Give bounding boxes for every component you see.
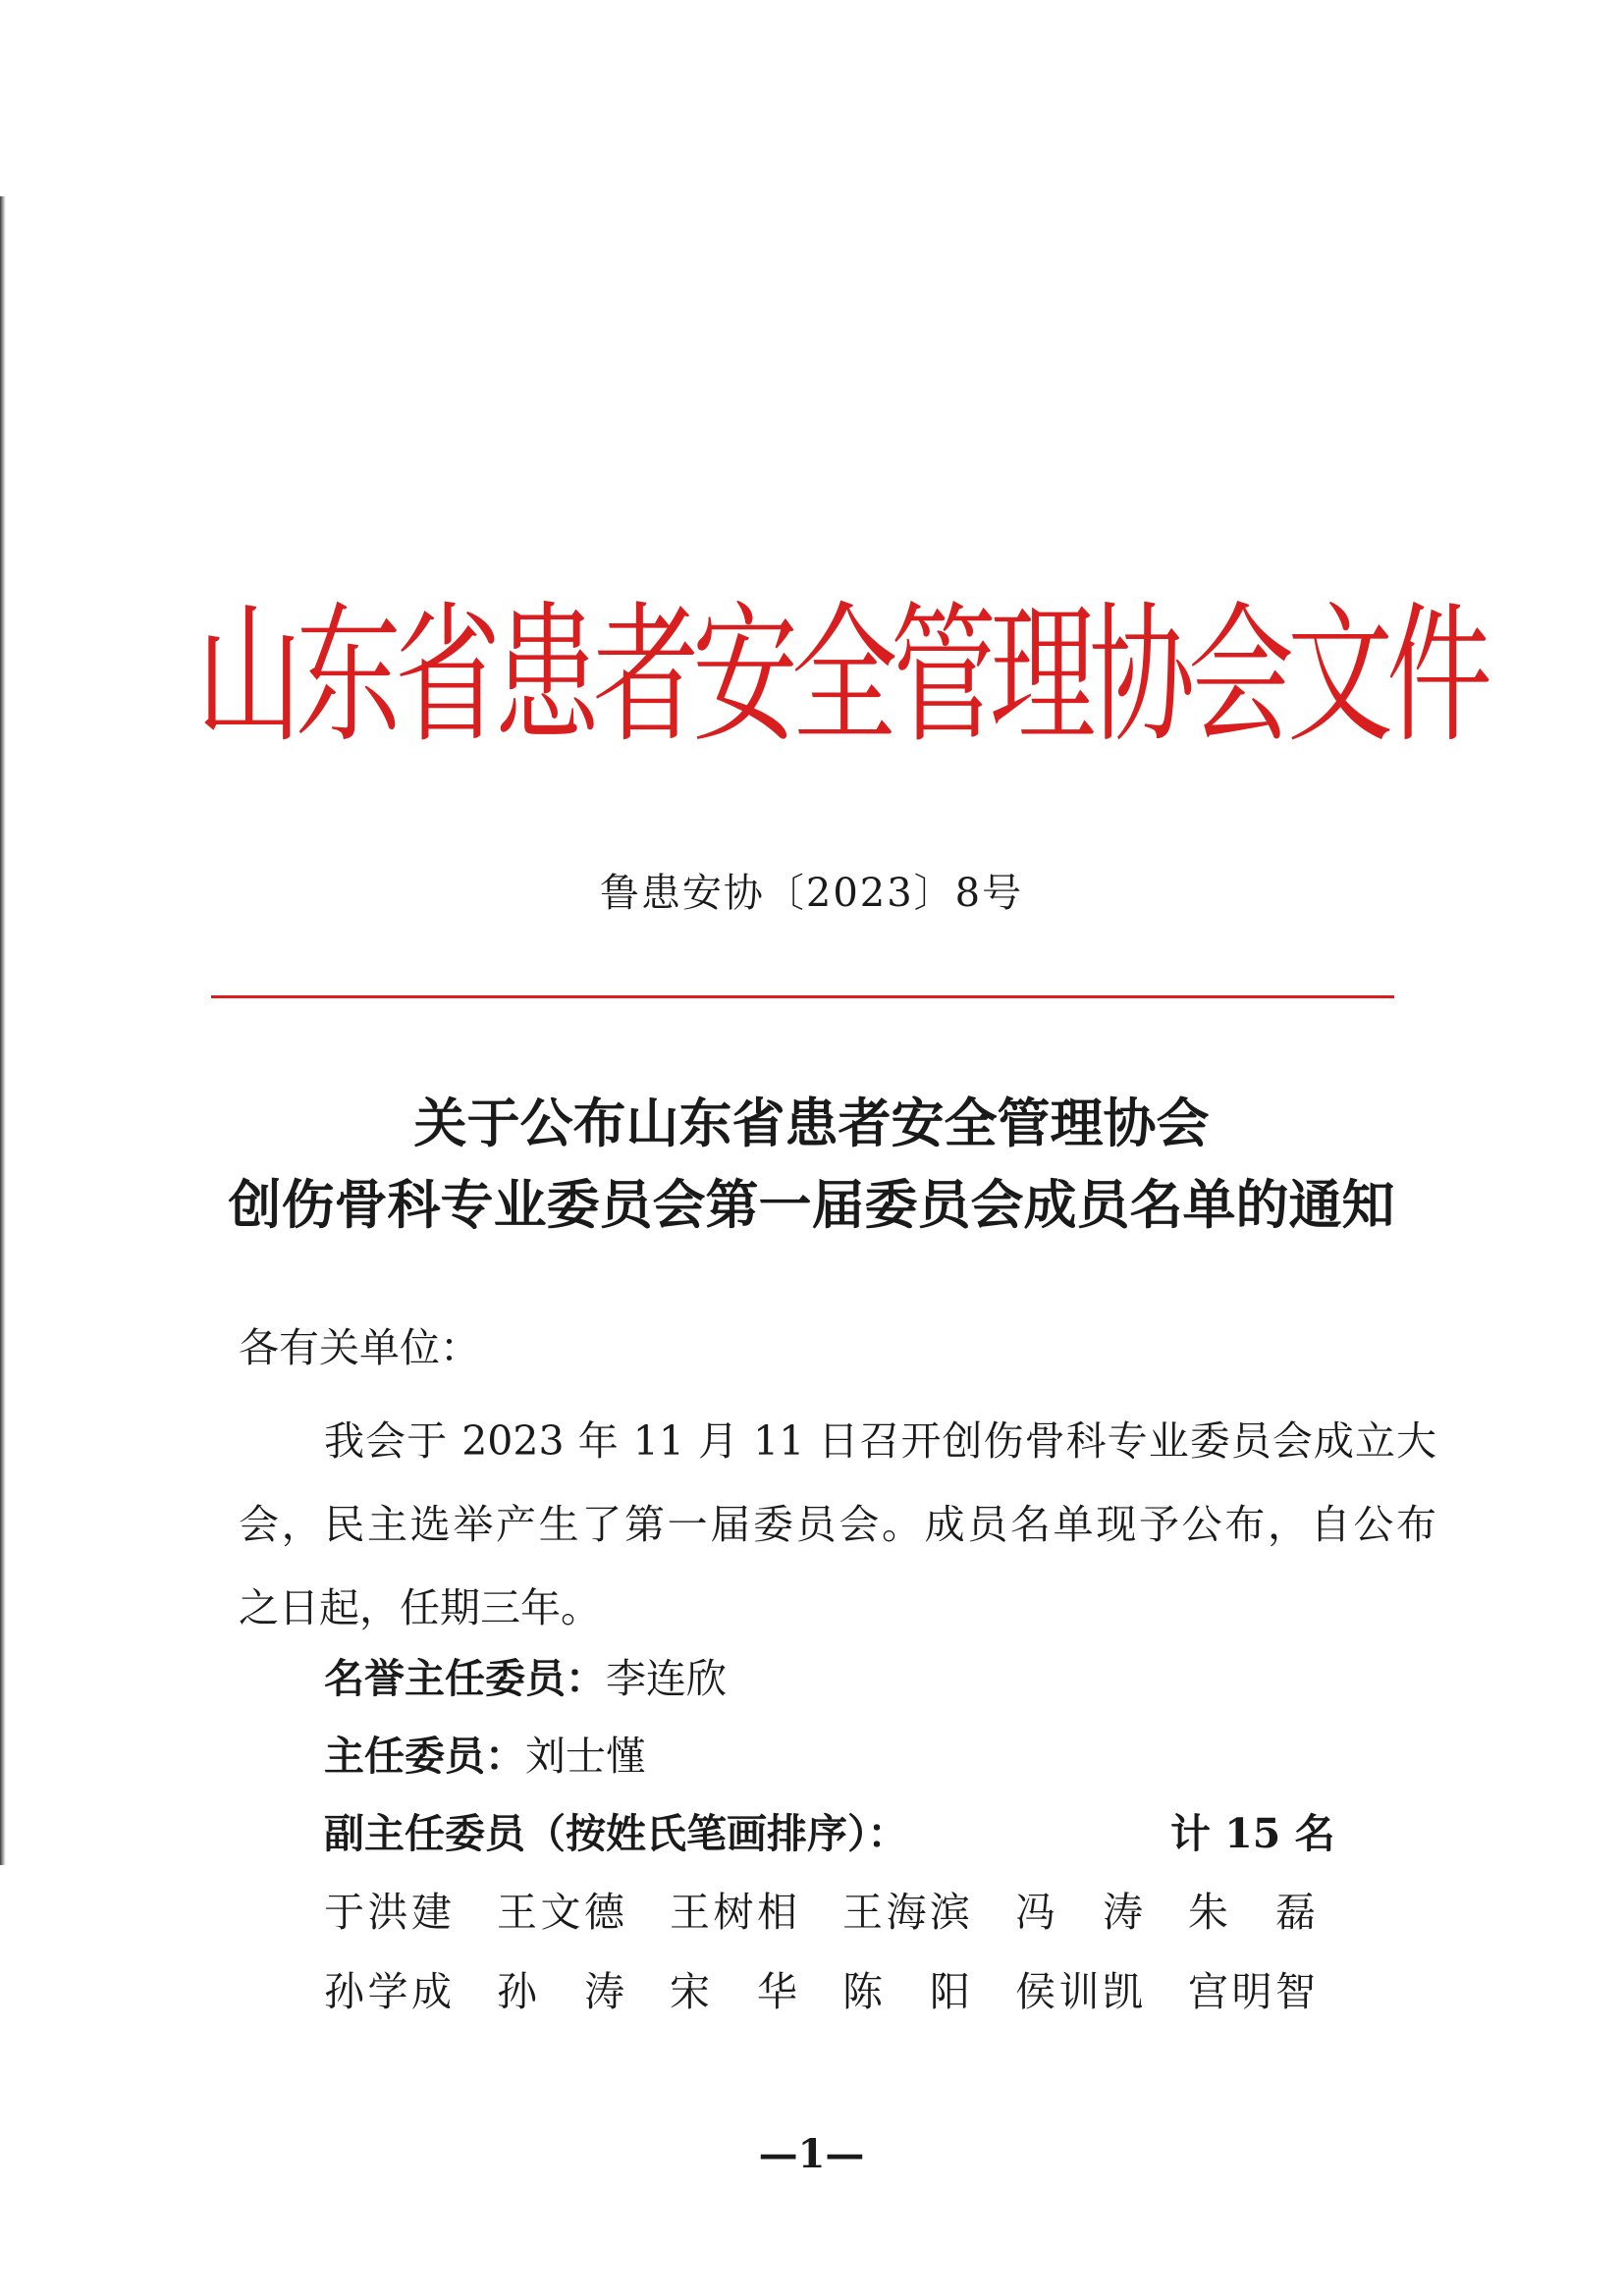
vice-director-name: 冯 涛 [1015,1889,1143,1936]
vice-director-name: 于洪建 [324,1889,452,1936]
notice-title-line-1: 关于公布山东省患者安全管理协会 [413,1093,1210,1154]
vice-director-name: 宋 华 [670,1968,797,2015]
vice-directors-label: 副主任委员（按姓氏笔画排序）： [324,1810,908,1857]
vice-director-name: 侯训凯 [1015,1968,1143,2015]
paragraph-line-1: 我会于 2023 年 11 月 11 日召开创伤骨科专业委员会成立大 [324,1417,1436,1465]
director-line [324,1727,646,1786]
vice-director-name: 宫明智 [1188,1968,1316,2015]
vice-director-name: 孙学成 [324,1968,452,2015]
document-number: 鲁患安协〔2023〕8号 [599,871,1024,916]
vice-director-row [324,1883,1316,1942]
vice-director-name: 朱 磊 [1188,1889,1316,1936]
paragraph-line-3: 之日起，任期三年。 [239,1584,601,1631]
honorary-director-line [324,1649,727,1708]
vice-director-name: 王树相 [670,1889,797,1936]
scan-edge-shadow [0,196,6,1865]
page-number: —1— [758,2131,865,2177]
director-label: 主任委员： [324,1733,525,1780]
salutation: 各有关单位： [239,1324,480,1371]
vice-director-name: 王海滨 [842,1889,970,1936]
notice-title-line-2: 创伤骨科专业委员会第一届委员会成员名单的通知 [228,1174,1395,1236]
red-divider-rule [211,995,1394,998]
honorary-director-name: 李连欣 [606,1655,727,1702]
paragraph-line-2: 会，民主选举产生了第一届委员会。成员名单现予公布，自公布 [239,1501,1436,1548]
honorary-director-label: 名誉主任委员： [324,1655,606,1702]
director-name: 刘士慬 [525,1733,646,1780]
vice-director-name: 孙 涛 [497,1968,624,2015]
vice-director-name: 王文德 [497,1889,624,1936]
vice-directors-count: 计 15 名 [1170,1810,1335,1857]
vice-director-row [324,1962,1316,2021]
vice-director-name: 陈 阳 [842,1968,970,2015]
org-banner-title: 山东省患者安全管理协会文件 [196,589,1487,765]
